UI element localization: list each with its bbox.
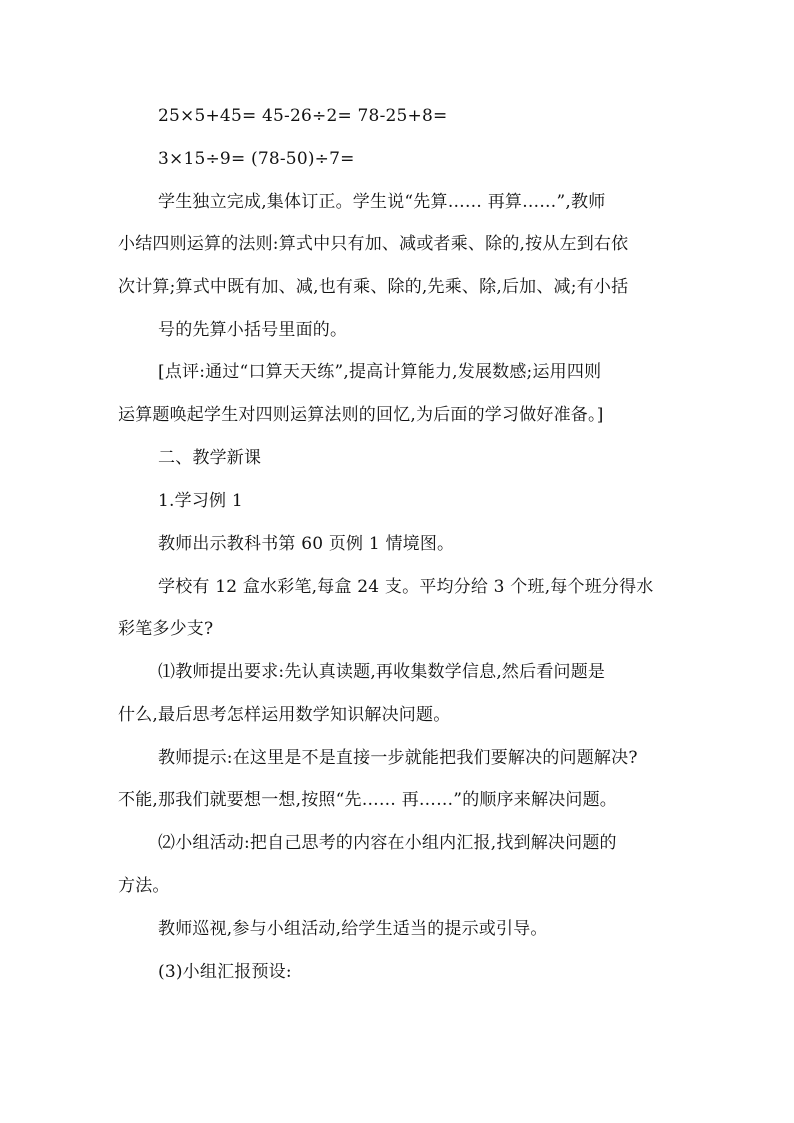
- subsection-heading: 1.学习例 1: [158, 491, 243, 511]
- problem-line: 彩笔多少支?: [118, 619, 214, 639]
- comment-line: [点评:通过“口算天天练”,提高计算能力,发展数感;运用四则: [158, 362, 602, 382]
- paragraph-line: 教师提示:在这里是不是直接一步就能把我们要解决的问题解决?: [158, 748, 638, 768]
- problem-line: 学校有 12 盒水彩笔,每盒 24 支。平均分给 3 个班,每个班分得水: [158, 577, 654, 597]
- paragraph-line: 方法。: [118, 876, 170, 896]
- paragraph-line: (3)小组汇报预设:: [158, 962, 292, 982]
- paragraph-line: 次计算;算式中既有加、减,也有乘、除的,先乘、除,后加、减;有小括: [118, 277, 629, 297]
- paragraph-line: ⑵小组活动:把自己思考的内容在小组内汇报,找到解决问题的: [158, 833, 617, 853]
- paragraph-line: 学生独立完成,集体订正。学生说“先算…… 再算……”,教师: [158, 192, 606, 212]
- paragraph-line: 号的先算小括号里面的。: [158, 320, 348, 340]
- paragraph-line: 教师巡视,参与小组活动,给学生适当的提示或引导。: [158, 919, 548, 939]
- arithmetic-exercises-line-2: 3×15÷9= (78-50)÷7=: [158, 149, 355, 169]
- paragraph-line: 教师出示教科书第 60 页例 1 情境图。: [158, 534, 455, 554]
- paragraph-line: 什么,最后思考怎样运用数学知识解决问题。: [118, 705, 451, 725]
- paragraph-line: 不能,那我们就要想一想,按照“先…… 再……”的顺序来解决问题。: [118, 790, 617, 810]
- section-heading: 二、教学新课: [158, 448, 262, 468]
- paragraph-line: 小结四则运算的法则:算式中只有加、减或者乘、除的,按从左到右依: [118, 234, 629, 254]
- arithmetic-exercises-line-1: 25×5+45= 45-26÷2= 78-25+8=: [158, 106, 448, 126]
- paragraph-line: ⑴教师提出要求:先认真读题,再收集数学信息,然后看问题是: [158, 662, 606, 682]
- comment-line: 运算题唤起学生对四则运算法则的回忆,为后面的学习做好准备。]: [118, 405, 604, 425]
